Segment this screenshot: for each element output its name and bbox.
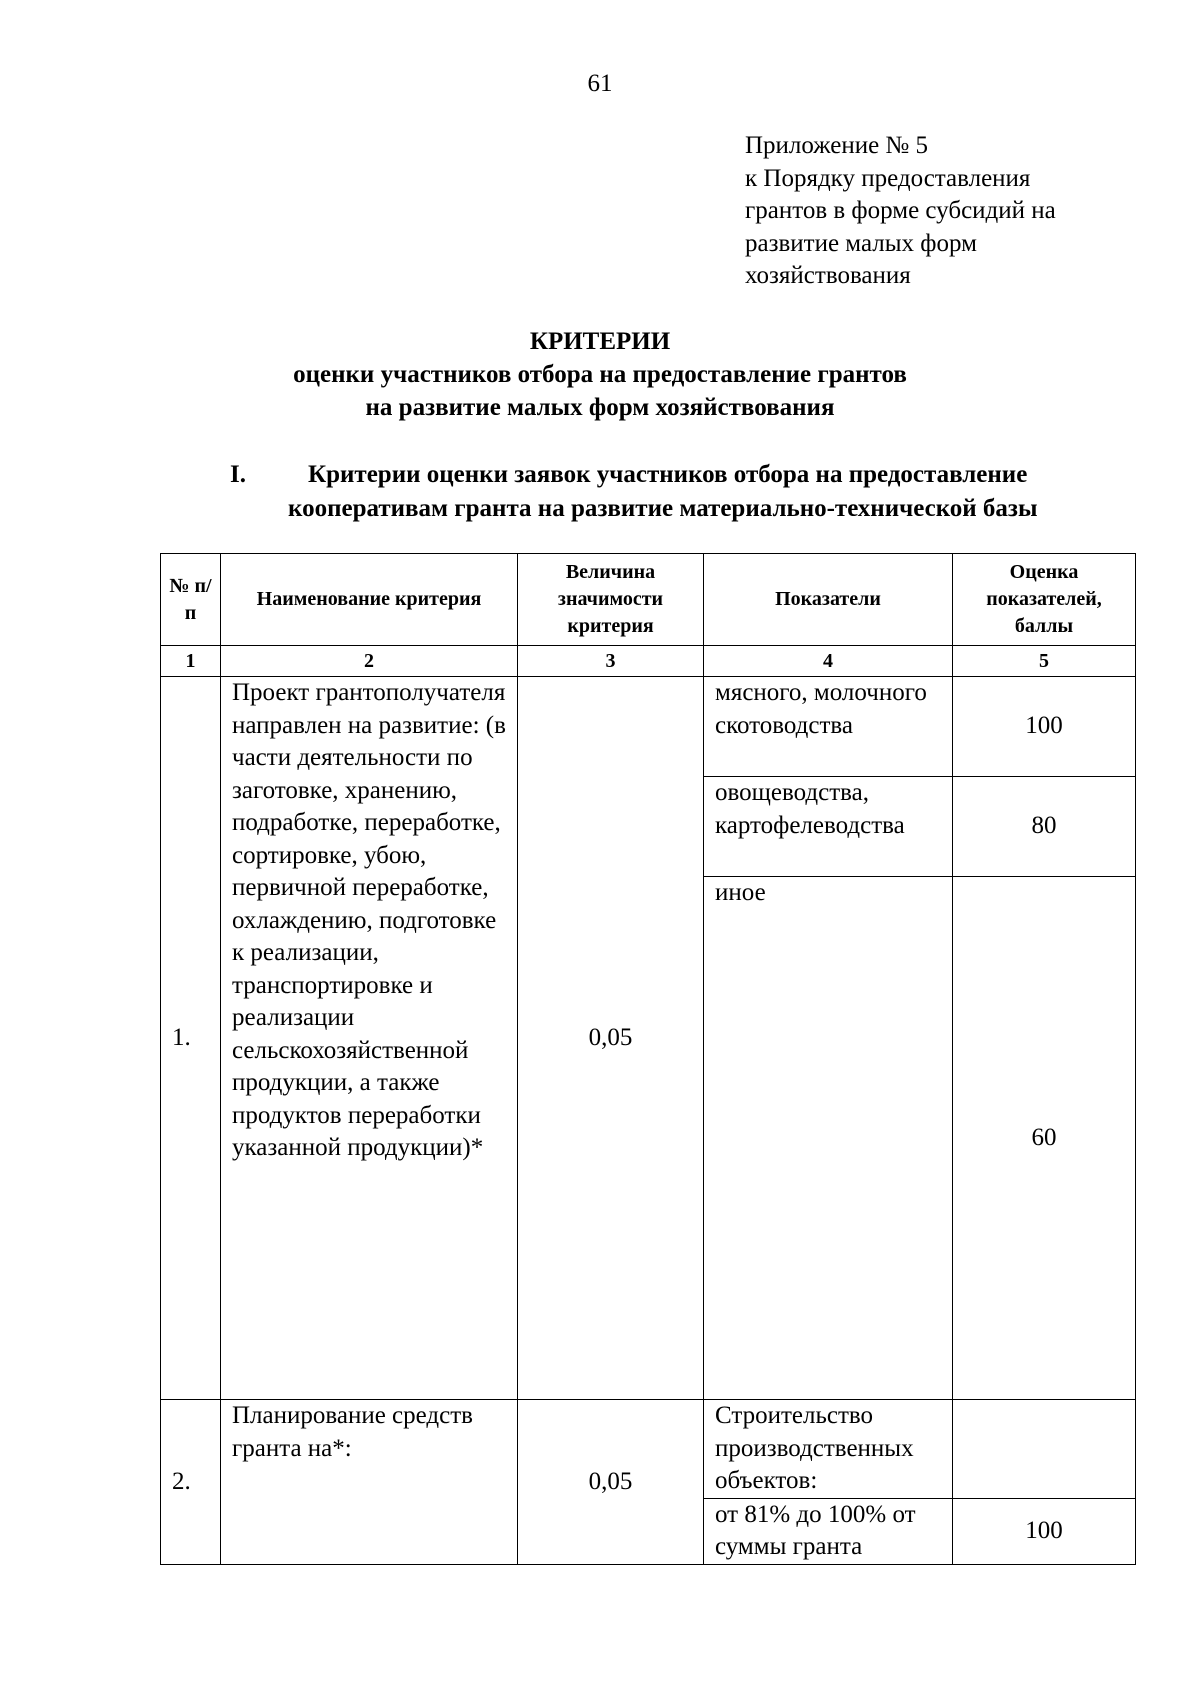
indicator-text: овощеводства, картофелеводства	[704, 777, 953, 877]
appendix-reference	[745, 130, 1165, 293]
section-title-line-1: Критерии оценки заявок участников отбора на предоставление	[308, 461, 1028, 488]
section-number: I.	[230, 461, 246, 488]
header-criterion-name: Наименование критерия	[221, 554, 518, 646]
appendix-line: грантов в форме субсидий на	[745, 197, 1056, 224]
indicator-score: 60	[953, 877, 1136, 1400]
title-line-1: КРИТЕРИИ	[529, 328, 671, 355]
column-number: 4	[704, 646, 953, 677]
column-number: 1	[161, 646, 221, 677]
indicator-score	[953, 1400, 1136, 1499]
criteria-table	[160, 553, 1136, 1565]
criterion-weight: 0,05	[518, 1400, 704, 1565]
appendix-line: развитие малых форм	[745, 229, 977, 257]
criterion-weight: 0,05	[518, 677, 704, 1400]
header-number: № п/п	[161, 554, 221, 646]
table-row	[161, 677, 1136, 777]
title-line-3: на развитие малых форм хозяйствования	[365, 394, 835, 421]
criterion-name: Проект грантополучателя направлен на развитие: (в части деятельности по заготовке, хранению, подработке, переработке, сортировке, убою, первичной переработке, охлаждению, подготовке к реализации, транспортировке и реализации сельскохозяйственной продукции, а также продуктов переработки указанной продукции)*	[221, 677, 518, 1400]
row-number: 1.	[161, 677, 221, 1400]
appendix-line: Приложение № 5	[745, 132, 929, 159]
header-weight: Величина значимости критерия	[518, 554, 704, 646]
section-title-line-2: кооперативам гранта на развитие материально-технической базы	[288, 495, 1038, 522]
appendix-line: к Порядку предоставления	[745, 164, 1031, 192]
indicator-text: мясного, молочного скотоводства	[704, 677, 953, 777]
appendix-line: хозяйствования	[745, 262, 911, 289]
column-number: 3	[518, 646, 704, 677]
indicator-text: от 81% до 100% от суммы гранта	[704, 1498, 953, 1564]
title-line-2: оценки участников отбора на предоставление грантов	[293, 361, 907, 388]
table-header-row	[161, 554, 1136, 646]
indicator-score: 80	[953, 777, 1136, 877]
row-number: 2.	[161, 1400, 221, 1565]
indicator-text: иное	[704, 877, 953, 1400]
header-score: Оценка показателей, баллы	[953, 554, 1136, 646]
indicator-score: 100	[953, 1498, 1136, 1564]
indicator-score: 100	[953, 677, 1136, 777]
column-number-row	[161, 646, 1136, 677]
table-row	[161, 1400, 1136, 1499]
indicator-text: Строительство производственных объектов:	[704, 1400, 953, 1499]
column-number: 2	[221, 646, 518, 677]
page-number: 61	[587, 70, 613, 97]
column-number: 5	[953, 646, 1136, 677]
criterion-name: Планирование средств гранта на*:	[221, 1400, 518, 1565]
header-indicators: Показатели	[704, 554, 953, 646]
document-title	[0, 325, 1200, 424]
